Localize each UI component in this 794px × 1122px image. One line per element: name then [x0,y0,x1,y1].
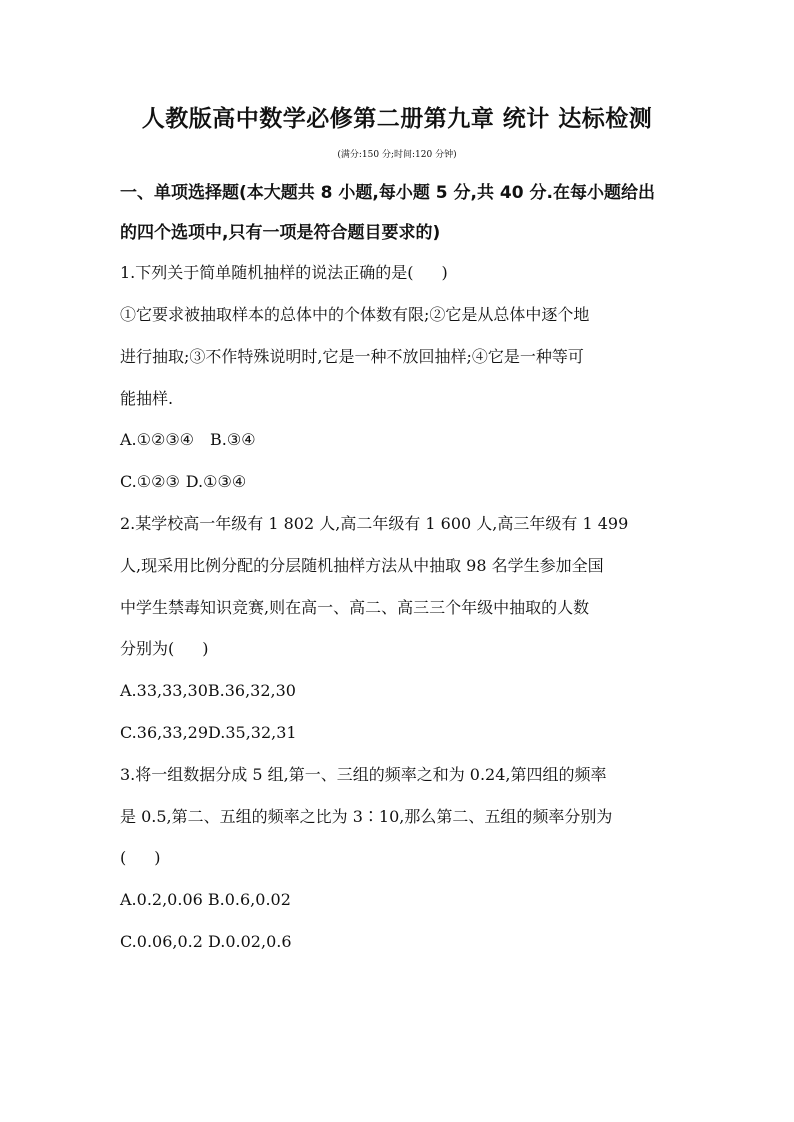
question-1-body-line1: ①它要求被抽取样本的总体中的个体数有限;②它是从总体中逐个地 [120,305,590,324]
question-2-option-d: D.35,32,31 [208,723,297,742]
question-3-stem-close: ) [154,848,161,867]
question-2-stem-text: 分别为( [120,639,175,658]
question-2-line1: 2.某学校高一年级有 1 802 人,高二年级有 1 600 人,高三年级有 1 499 [120,514,629,533]
question-1-stem [120,261,690,285]
question-1-stem-close: ) [441,263,448,282]
question-1-body-line2: 进行抽取;③不作特殊说明时,它是一种不放回抽样;④它是一种等可 [120,347,584,366]
page-subtitle: (满分:150 分;时间:120 分钟) [337,150,457,160]
question-1-stem-text: 1.下列关于简单随机抽样的说法正确的是( [120,263,414,282]
section-heading-line1: 一、单项选择题(本大题共 8 小题,每小题 5 分,共 40 分.在每小题给出 [120,183,655,203]
question-1-option-c: C.①②③ [120,472,180,491]
page-title: 人教版高中数学必修第二册第九章 统计 达标检测 [141,106,653,132]
question-1-options-ab [120,428,690,452]
question-2-stem-close: ) [202,639,209,658]
question-3-line1: 3.将一组数据分成 5 组,第一、三组的频率之和为 0.24,第四组的频率 [120,765,607,784]
question-1-options-cd [120,470,690,494]
question-3-stem-open: ( [120,848,127,867]
question-3-option-b: B.0.6,0.02 [207,890,291,909]
question-1-body-line3: 能抽样. [120,389,174,408]
section-heading-line2: 的四个选项中,只有一项是符合题目要求的) [120,223,441,243]
question-3-options-cd [120,930,690,954]
question-2-options-cd [120,721,690,745]
question-3-option-c: C.0.06,0.2 [120,932,203,951]
question-2-line2: 人,现采用比例分配的分层随机抽样方法从中抽取 98 名学生参加全国 [120,556,604,575]
question-3-option-d: D.0.02,0.6 [208,932,292,951]
question-2-line4 [120,637,690,661]
question-1-option-b: B.③④ [210,430,256,449]
question-2-line3: 中学生禁毒知识竞赛,则在高一、高二、高三三个年级中抽取的人数 [120,598,590,617]
question-2-option-a: A.33,33,30 [120,681,208,700]
question-2-option-b: B.36,32,30 [207,681,296,700]
question-2-options-ab [120,679,690,703]
question-2-option-c: C.36,33,29 [120,723,209,742]
question-3-line3 [120,846,690,870]
question-3-options-ab [120,888,690,912]
question-1-option-a: A.①②③④ [120,430,195,449]
question-3-option-a: A.0.2,0.06 [120,890,203,909]
question-1-option-d: D.①③④ [185,472,247,491]
question-3-line2: 是 0.5,第二、五组的频率之比为 3∶10,那么第二、五组的频率分别为 [120,807,613,826]
